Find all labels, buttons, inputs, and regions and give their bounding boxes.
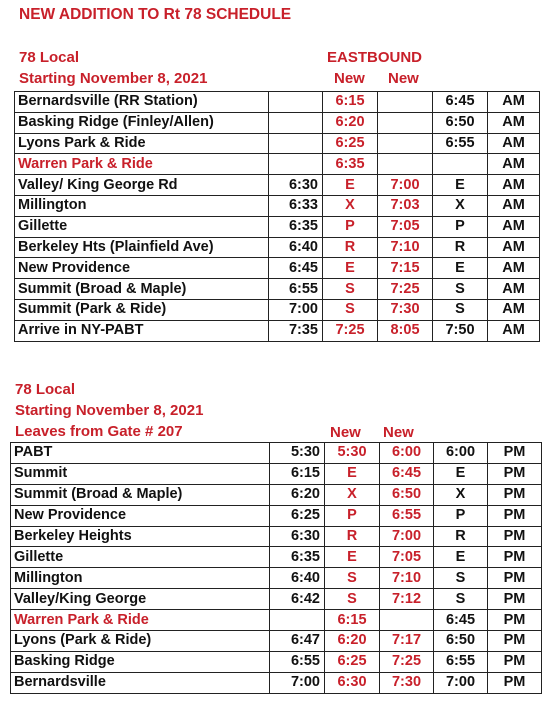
time-new: R [325,526,380,547]
stop-name: Summit (Park & Ride) [15,299,269,320]
am-pm: PM [488,589,542,610]
am-pm: PM [488,484,542,505]
time-regular: R [433,237,488,258]
am-pm: PM [488,547,542,568]
stop-name: Basking Ridge (Finley/Allen) [15,112,269,133]
eastbound-row [15,237,540,258]
time-new: P [325,505,380,526]
eastbound-schedule-table [14,91,540,342]
time-new: 6:00 [380,443,434,464]
time-new: S [323,279,378,300]
time-regular: 6:50 [433,112,488,133]
time-new: 7:17 [380,631,434,652]
westbound-row [11,651,542,672]
time-new: 7:03 [378,195,433,216]
time-regular: 6:33 [269,195,323,216]
time-new [380,610,434,631]
time-new: S [325,568,380,589]
time-regular: 6:55 [269,279,323,300]
time-regular: E [433,175,488,196]
eastbound-row [15,133,540,154]
time-regular: 7:50 [433,320,488,341]
time-new: 7:05 [378,216,433,237]
am-pm: PM [488,505,542,526]
time-new: 6:25 [323,133,378,154]
time-regular: S [433,299,488,320]
time-regular [269,92,323,113]
time-regular: S [434,568,488,589]
time-regular: S [434,589,488,610]
time-new: 6:15 [323,92,378,113]
time-regular: E [434,547,488,568]
time-new: 7:15 [378,258,433,279]
time-new: E [325,547,380,568]
westbound-row [11,547,542,568]
wb-new-label-2: New [383,424,414,441]
eastbound-row [15,175,540,196]
time-new: S [323,299,378,320]
stop-name: Gillette [11,547,270,568]
am-pm: AM [488,237,540,258]
stop-name: Arrive in NY-PABT [15,320,269,341]
time-new [378,92,433,113]
time-regular: 6:50 [434,631,488,652]
am-pm: PM [488,672,542,693]
am-pm: AM [488,320,540,341]
time-regular: 6:40 [269,237,323,258]
am-pm: AM [488,112,540,133]
time-regular [269,112,323,133]
time-regular: X [433,195,488,216]
time-regular: 6:25 [270,505,325,526]
stop-name: Valley/ King George Rd [15,175,269,196]
time-new: 7:25 [378,279,433,300]
time-new: 6:35 [323,154,378,175]
eb-new-label-1: New [334,70,365,87]
time-new: 7:00 [380,526,434,547]
eb-new-label-2: New [388,70,419,87]
am-pm: AM [488,279,540,300]
time-new: 6:20 [323,112,378,133]
am-pm: PM [488,463,542,484]
am-pm: PM [488,610,542,631]
am-pm: AM [488,92,540,113]
stop-name: Bernardsville (RR Station) [15,92,269,113]
am-pm: PM [488,568,542,589]
time-new: X [325,484,380,505]
wb-gate-label: Leaves from Gate # 207 [15,423,183,440]
stop-name: PABT [11,443,270,464]
am-pm: AM [488,133,540,154]
stop-name: Berkeley Hts (Plainfield Ave) [15,237,269,258]
time-new: R [323,237,378,258]
time-new [378,112,433,133]
schedule-title: NEW ADDITION TO Rt 78 SCHEDULE [19,6,292,23]
time-regular [269,133,323,154]
time-new: 5:30 [325,443,380,464]
time-regular: 6:45 [269,258,323,279]
stop-name: Berkeley Heights [11,526,270,547]
time-new: 7:00 [378,175,433,196]
eastbound-row [15,154,540,175]
stop-name: Basking Ridge [11,651,270,672]
time-new [378,154,433,175]
westbound-row [11,484,542,505]
time-regular [269,154,323,175]
stop-name: Summit [11,463,270,484]
wb-new-label-1: New [330,424,361,441]
stop-name: Summit (Broad & Maple) [15,279,269,300]
westbound-row [11,505,542,526]
time-regular: 6:40 [270,568,325,589]
eastbound-row [15,299,540,320]
stop-name: Millington [15,195,269,216]
time-new: 7:25 [380,651,434,672]
time-regular: 6:47 [270,631,325,652]
time-regular: 6:35 [269,216,323,237]
am-pm: AM [488,216,540,237]
time-new: 7:25 [323,320,378,341]
westbound-row [11,463,542,484]
stop-name: Gillette [15,216,269,237]
time-regular: P [434,505,488,526]
am-pm: PM [488,443,542,464]
westbound-row [11,672,542,693]
time-regular: S [433,279,488,300]
eb-route-label: 78 Local [19,49,80,66]
am-pm: AM [488,195,540,216]
time-new: E [323,258,378,279]
time-regular [433,154,488,175]
time-regular [270,610,325,631]
time-regular: 7:00 [434,672,488,693]
time-new: 7:12 [380,589,434,610]
eb-direction-label: EASTBOUND [327,49,423,66]
stop-name: Bernardsville [11,672,270,693]
am-pm: PM [488,526,542,547]
westbound-schedule-table [10,442,542,694]
stop-name: Millington [11,568,270,589]
time-new: P [323,216,378,237]
time-regular: 7:35 [269,320,323,341]
time-regular: 5:30 [270,443,325,464]
westbound-row [11,526,542,547]
time-regular: 6:42 [270,589,325,610]
time-new: 7:10 [380,568,434,589]
time-new: 6:25 [325,651,380,672]
stop-name: Lyons Park & Ride [15,133,269,154]
stop-name: Lyons (Park & Ride) [11,631,270,652]
wb-start-label: Starting November 8, 2021 [15,402,204,419]
time-regular: X [434,484,488,505]
time-new: X [323,195,378,216]
am-pm: AM [488,258,540,279]
time-new: 7:05 [380,547,434,568]
time-regular: 6:35 [270,547,325,568]
time-new: 6:45 [380,463,434,484]
time-regular: R [434,526,488,547]
stop-name: Valley/King George [11,589,270,610]
am-pm: AM [488,154,540,175]
time-regular: 6:30 [270,526,325,547]
am-pm: AM [488,299,540,320]
westbound-row [11,631,542,652]
eastbound-row [15,92,540,113]
time-new: 6:55 [380,505,434,526]
time-regular: 6:15 [270,463,325,484]
time-regular: 6:55 [270,651,325,672]
time-regular: 6:45 [434,610,488,631]
eastbound-row [15,258,540,279]
westbound-row [11,610,542,631]
time-regular: 6:00 [434,443,488,464]
eastbound-row [15,112,540,133]
stop-name: Summit (Broad & Maple) [11,484,270,505]
time-regular: 7:00 [269,299,323,320]
am-pm: PM [488,651,542,672]
time-new: S [325,589,380,610]
time-regular: 6:55 [434,651,488,672]
stop-name: Warren Park & Ride [11,610,270,631]
time-regular: P [433,216,488,237]
westbound-row [11,568,542,589]
time-new: E [323,175,378,196]
time-new: 6:20 [325,631,380,652]
time-regular: E [433,258,488,279]
time-regular: 6:30 [269,175,323,196]
eastbound-row [15,320,540,341]
time-new: E [325,463,380,484]
westbound-row [11,589,542,610]
eastbound-row [15,279,540,300]
wb-route-label: 78 Local [15,381,76,398]
time-regular: E [434,463,488,484]
time-new: 6:15 [325,610,380,631]
eb-start-label: Starting November 8, 2021 [19,70,208,87]
am-pm: AM [488,175,540,196]
am-pm: PM [488,631,542,652]
time-regular: 6:20 [270,484,325,505]
eastbound-row [15,195,540,216]
time-regular: 6:45 [433,92,488,113]
stop-name: Warren Park & Ride [15,154,269,175]
time-new: 6:50 [380,484,434,505]
eastbound-row [15,216,540,237]
westbound-row [11,443,542,464]
time-new: 8:05 [378,320,433,341]
time-new: 7:30 [380,672,434,693]
stop-name: New Providence [11,505,270,526]
time-new: 7:30 [378,299,433,320]
stop-name: New Providence [15,258,269,279]
time-new: 7:10 [378,237,433,258]
time-new: 6:30 [325,672,380,693]
time-new [378,133,433,154]
time-regular: 7:00 [270,672,325,693]
time-regular: 6:55 [433,133,488,154]
